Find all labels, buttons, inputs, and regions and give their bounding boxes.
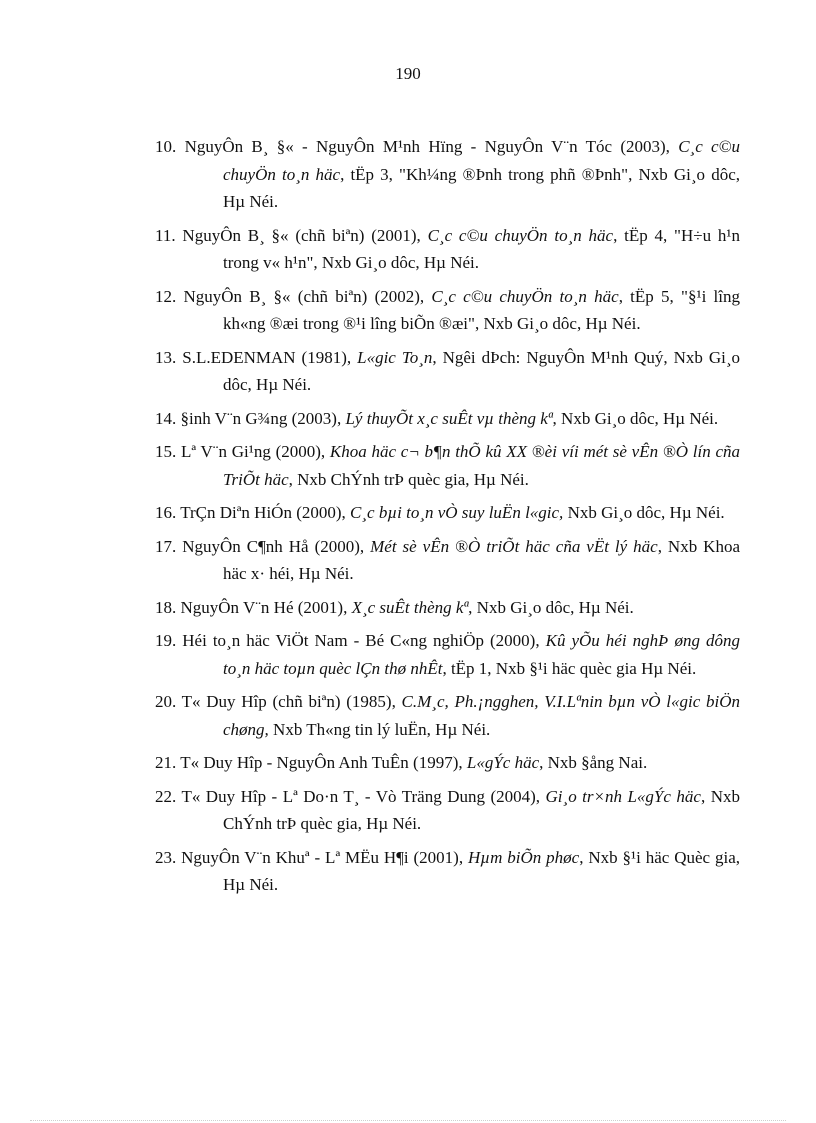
reference-item — [155, 222, 740, 277]
reference-publisher: , tËp 4, "H÷u h¹n trong v« h¹n", Nxb Gi¸o dôc, Hµ Néi. — [223, 225, 740, 272]
reference-number: 16. — [155, 503, 177, 522]
reference-authors: Lª V¨n Gi¹ng (2000), — [181, 442, 330, 461]
reference-title: Hµm biÕn phøc — [468, 847, 580, 867]
reference-authors: §inh V¨n G¾ng (2003), — [180, 408, 346, 428]
reference-number: 17. — [155, 536, 177, 556]
reference-publisher: , Nxb §¹i häc Quèc gia, Hµ Néi. — [223, 847, 740, 894]
reference-item — [155, 499, 740, 527]
page-number: 190 — [395, 64, 421, 83]
reference-publisher: , Nxb ChÝnh trÞ quèc gia, Hµ Néi. — [288, 469, 529, 489]
reference-number: 22. — [155, 786, 177, 806]
reference-publisher: , tËp 5, "§¹i lîng kh«ng ®æi trong ®¹i lîng biÕn ®æi", Nxb Gi¸o dôc, Hµ Néi. — [223, 286, 740, 333]
reference-authors: NguyÔn V¨n Hé (2001), — [180, 597, 352, 617]
reference-number: 14. — [155, 408, 177, 428]
reference-item — [155, 533, 740, 588]
reference-title: C¸c c©u chuyÖn to¸n häc — [427, 225, 614, 245]
reference-publisher: , Nxb Khoa häc x· héi, Hµ Néi. — [223, 536, 740, 583]
reference-authors: NguyÔn C¶nh Hå (2000), — [182, 536, 371, 556]
reference-item — [155, 688, 740, 743]
reference-title: X¸c suÊt thèng kª — [351, 597, 469, 617]
reference-title: Lý thuyÕt x¸c suÊt vµ thèng kª — [345, 408, 553, 428]
reference-title: Gi¸o tr×nh L«gÝc häc — [545, 786, 701, 806]
reference-list — [155, 133, 740, 905]
reference-authors: NguyÔn B¸ §« (chñ biªn) (2002), — [183, 286, 432, 306]
reference-number: 21. — [155, 753, 177, 772]
reference-title: L«gic To¸n — [357, 347, 433, 367]
reference-item — [155, 594, 740, 622]
reference-publisher: , tËp 1, Nxb §¹i häc quèc gia Hµ Néi. — [442, 658, 697, 678]
reference-publisher: , Nxb Gi¸o dôc, Hµ Néi. — [552, 408, 719, 428]
reference-publisher: Nxb Gi¸o dôc, Hµ Néi. — [563, 503, 725, 522]
reference-item — [155, 749, 740, 777]
reference-publisher: , Nxb Gi¸o dôc, Hµ Néi. — [468, 597, 634, 617]
reference-number: 19. — [155, 631, 177, 650]
reference-number: 23. — [155, 847, 177, 867]
reference-title: C¸c bµi to¸n vÒ suy luËn l«gic, — [350, 503, 564, 522]
reference-authors: T« Duy Hîp (chñ biªn) (1985), — [181, 692, 402, 711]
reference-item — [155, 844, 740, 899]
reference-item — [155, 344, 740, 399]
reference-item — [155, 627, 740, 682]
reference-authors: TrÇn Diªn HiÓn (2000), — [180, 503, 351, 522]
reference-authors: Héi to¸n häc ViÖt Nam - Bé C«ng nghiÖp (2000), — [182, 631, 546, 650]
reference-item — [155, 283, 740, 338]
reference-publisher: , Ngêi dÞch: NguyÔn M¹nh Quý, Nxb Gi¸o dôc, Hµ Néi. — [223, 347, 741, 394]
reference-title: Khoa häc c¬ b¶n thÕ kû XX ®èi víi mét sè vÊn ®Ò lín cña TriÕt häc — [223, 442, 741, 489]
reference-authors: S.L.EDENMAN (1981), — [182, 347, 358, 367]
reference-item — [155, 405, 740, 433]
reference-publisher: , Nxb §ång Nai. — [539, 753, 648, 772]
reference-authors: NguyÔn B¸ §« (chñ biªn) (2001), — [182, 225, 428, 245]
reference-number: 11. — [155, 225, 176, 245]
reference-number: 13. — [155, 347, 177, 367]
reference-title: Kû yÕu héi nghÞ øng dông to¸n häc toµn quèc lÇn thø nhÊt — [223, 631, 740, 678]
reference-title: C.M¸c, Ph.¡ngghen, V.I.Lªnin bµn vÒ l«gic biÖn chøng, — [223, 692, 740, 739]
reference-authors: T« Duy Hîp - Lª Do·n T¸ - Vò Träng Dung (2004), — [181, 786, 546, 806]
reference-number: 12. — [155, 286, 177, 306]
reference-number: 10. — [155, 137, 177, 156]
reference-item — [155, 133, 740, 216]
reference-item — [155, 438, 740, 493]
reference-title: C¸c c©u chuyÖn to¸n häc — [223, 137, 740, 184]
reference-authors: T« Duy Hîp - NguyÔn Anh TuÊn (1997), — [180, 753, 467, 772]
reference-authors: NguyÔn V¨n Khuª - Lª MËu H¶i (2001), — [181, 847, 468, 867]
reference-title: L«gÝc häc — [466, 753, 540, 772]
reference-title: Mét sè vÊn ®Ò triÕt häc cña vËt lý häc — [370, 536, 658, 556]
reference-publisher: , tËp 3, "Kh¼ng ®Þnh trong phñ ®Þnh", Nxb Gi¸o dôc, Hµ Néi. — [223, 164, 740, 211]
page-bottom-border — [30, 1120, 786, 1121]
reference-item — [155, 783, 740, 838]
reference-number: 18. — [155, 597, 177, 617]
reference-publisher: , Nxb ChÝnh trÞ quèc gia, Hµ Néi. — [223, 786, 740, 833]
reference-number: 20. — [155, 692, 177, 711]
reference-title: C¸c c©u chuyÖn to¸n häc — [431, 286, 619, 306]
reference-authors: NguyÔn B¸ §« - NguyÔn M¹nh Hïng - NguyÔn V¨n Tóc (2003), — [184, 137, 679, 156]
reference-number: 15. — [155, 442, 177, 461]
reference-publisher: Nxb Th«ng tin lý luËn, Hµ Néi. — [268, 719, 491, 739]
